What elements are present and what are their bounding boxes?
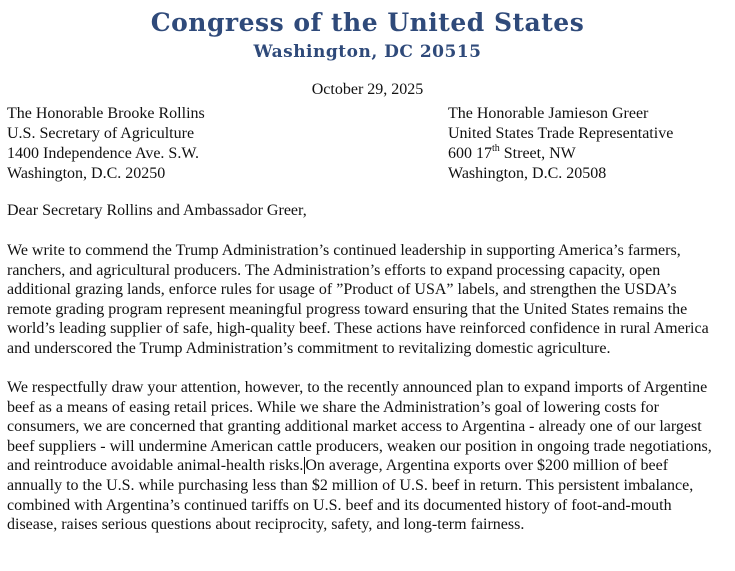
paragraph-2-part-2: On average, Argentina exports over $200 million of beef annually to the U.S. while purchasing less than $2 million of U.S. beef in return. This persistent imbalance, combined with Argentina’s continued tariffs on U.S. beef and its documented history of foot-and-mouth disease, raises serious questions about reciprocity, safety, and long-term fairness.: [7, 457, 694, 534]
street-name: Street, NW: [499, 145, 576, 162]
recipient-left-street: 1400 Independence Ave. S.W.: [7, 145, 199, 162]
recipient-address-left: [7, 104, 205, 184]
recipient-address-right: [448, 104, 673, 184]
recipient-right-title: United States Trade Representative: [448, 125, 674, 142]
recipient-left-name: The Honorable Brooke Rollins: [7, 105, 205, 122]
recipient-right-city: Washington, D.C. 20508: [448, 165, 607, 182]
recipient-right-street: [448, 144, 673, 164]
letterhead-title: Congress of the United States: [150, 8, 585, 37]
body-paragraph-2: [7, 378, 725, 535]
street-ordinal-suffix: th: [492, 142, 500, 154]
paragraph-2-part-1: We respectfully draw your attention, however, to the recently announced plan to expand imports of Argentine beef as a means of easing retail prices. While we share the Administration’s goal of lowering costs for consumers, we are concerned that granting additional market access to Argentina - already one of our largest beef suppliers - will undermine American cattle producers, weaken our position in ongoing trade negotiations, and reintroduce avoidable animal-health risks.: [7, 379, 712, 475]
street-number: 600 17: [448, 145, 492, 162]
body-paragraph-1: We write to commend the Trump Administration’s continued leadership in supporting America’s farmers, ranchers, and agricultural producers. The Administration’s efforts to expand processing capacity, open additional grazing lands, enforce rules for usage of ”Product of USA” labels, and strengthen the USDA’s remote grading program represent meaningful progress toward ensuring that the United States remains the world’s leading supplier of safe, high-quality beef. These actions have reinforced confidence in rural America and underscored the Trump Administration’s commitment to revitalizing domestic agriculture.: [7, 242, 709, 357]
salutation: Dear Secretary Rollins and Ambassador Greer,: [7, 202, 307, 219]
letterhead-location: Washington, DC 20515: [253, 42, 482, 62]
recipient-left-title: U.S. Secretary of Agriculture: [7, 125, 195, 142]
recipient-left-city: Washington, D.C. 20250: [7, 165, 166, 182]
letter-date: October 29, 2025: [311, 81, 424, 98]
recipient-right-name: The Honorable Jamieson Greer: [448, 105, 649, 122]
